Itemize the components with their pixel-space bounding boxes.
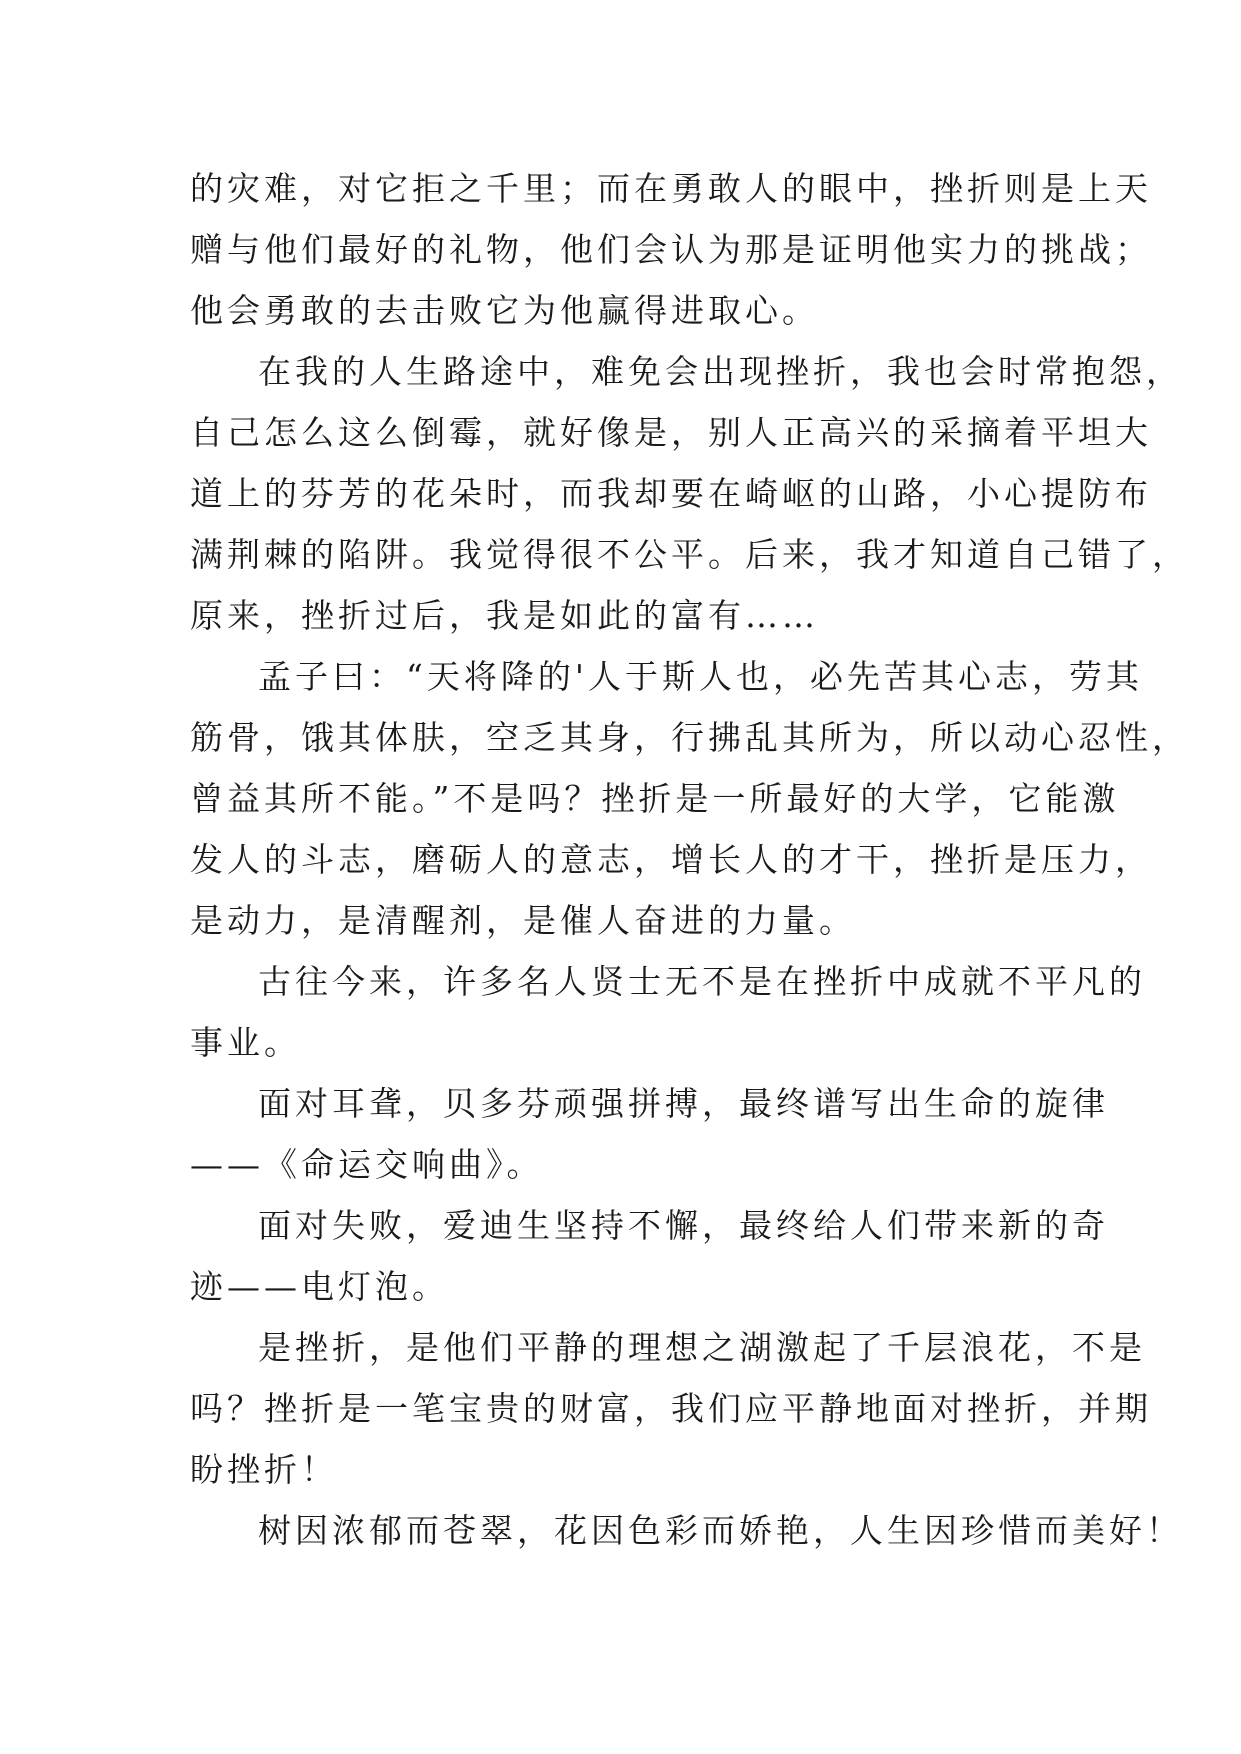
text-line: 面对失败，爱迪生坚持不懈，最终给人们带来新的奇 xyxy=(258,1206,1109,1245)
text-line: 是挫折，是他们平静的理想之湖激起了千层浪花，不是 xyxy=(258,1328,1146,1367)
text-line: 是动力，是清醒剂，是催人奋进的力量。 xyxy=(190,901,856,940)
text-line: 曾益其所不能。”不是吗？挫折是一所最好的大学，它能激 xyxy=(190,779,1120,818)
text-line: 孟子曰：“天将降的'人于斯人也，必先苦其心志，劳其 xyxy=(258,657,1143,696)
text-line: 满荆棘的陷阱。我觉得很不公平。后来，我才知道自己错了， xyxy=(190,535,1189,574)
document-body xyxy=(190,158,1189,1561)
text-line: 事业。 xyxy=(190,1023,301,1062)
text-line: 吗？挫折是一笔宝贵的财富，我们应平静地面对挫折，并期 xyxy=(190,1389,1152,1428)
text-line: 发人的斗志，磨砺人的意志，增长人的才干，挫折是压力， xyxy=(190,840,1152,879)
text-line: 迹——电灯泡。 xyxy=(190,1267,449,1306)
text-line: 道上的芬芳的花朵时，而我却要在崎岖的山路，小心提防布 xyxy=(190,474,1152,513)
text-line: 古往今来，许多名人贤士无不是在挫折中成就不平凡的 xyxy=(258,962,1146,1001)
text-line: 原来，挫折过后，我是如此的富有…… xyxy=(190,596,819,635)
text-line: 他会勇敢的去击败它为他赢得进取心。 xyxy=(190,291,819,330)
text-line: 筋骨，饿其体肤，空乏其身，行拂乱其所为，所以动心忍性， xyxy=(190,718,1189,757)
text-line: 盼挫折！ xyxy=(190,1450,338,1489)
text-line: ——《命运交响曲》。 xyxy=(190,1145,544,1184)
text-line: 自己怎么这么倒霉，就好像是，别人正高兴的采摘着平坦大 xyxy=(190,413,1152,452)
text-line: 赠与他们最好的礼物，他们会认为那是证明他实力的挑战； xyxy=(190,230,1152,269)
text-line: 树因浓郁而苍翠，花因色彩而娇艳，人生因珍惜而美好！ xyxy=(258,1511,1183,1550)
text-line: 面对耳聋，贝多芬顽强拼搏，最终谱写出生命的旋律 xyxy=(258,1084,1109,1123)
text-line: 的灾难，对它拒之千里；而在勇敢人的眼中，挫折则是上天 xyxy=(190,169,1152,208)
text-line: 在我的人生路途中，难免会出现挫折，我也会时常抱怨， xyxy=(258,352,1183,391)
